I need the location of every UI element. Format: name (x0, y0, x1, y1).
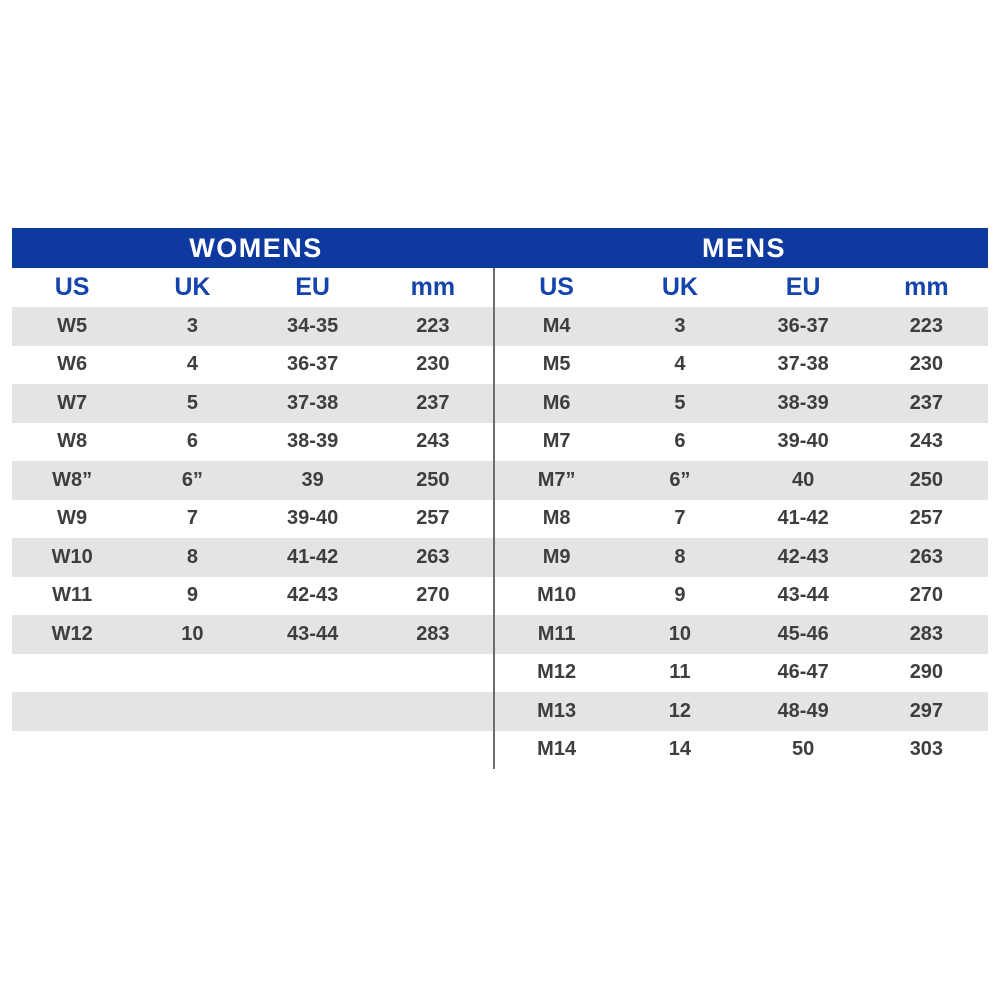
table-cell: M9 (542, 545, 571, 568)
table-cell: 43-44 (777, 584, 829, 607)
table-cell: 6” (669, 468, 691, 491)
table-cell: 5 (674, 391, 686, 414)
table-cell: 40 (792, 468, 815, 491)
tables-body (12, 268, 988, 769)
table-cell: M10 (537, 584, 577, 607)
table-cell: 8 (674, 545, 686, 568)
table-row (12, 577, 493, 616)
table-cell: W8 (57, 430, 88, 453)
table-cell: 257 (416, 507, 450, 530)
table-cell: M14 (537, 738, 577, 761)
table-cell: W7 (57, 391, 88, 414)
table-cell: 223 (416, 314, 450, 337)
table-row (12, 461, 493, 500)
table-cell: 7 (674, 507, 686, 530)
table-cell: 6 (186, 430, 198, 453)
size-chart (12, 228, 988, 769)
table-cell: 42-43 (777, 545, 829, 568)
table-cell: 9 (674, 584, 686, 607)
table-cell: 50 (792, 738, 815, 761)
table-row (12, 346, 493, 385)
table-cell: M7” (537, 468, 576, 491)
table-row (495, 500, 988, 539)
table-row (495, 346, 988, 385)
table-cell: W10 (51, 545, 93, 568)
table-row (495, 692, 988, 731)
table-cell: M13 (537, 699, 577, 722)
table-cell: 7 (186, 507, 198, 530)
table-row (495, 461, 988, 500)
table-cell: 43-44 (287, 622, 339, 645)
table-cell: 39 (301, 468, 324, 491)
table-cell: 270 (416, 584, 450, 607)
table-row (12, 538, 493, 577)
table-cell: 34-35 (287, 314, 339, 337)
table-row (12, 731, 493, 770)
table-cell: 6 (674, 430, 686, 453)
mens-section-title: MENS (701, 232, 786, 263)
column-header: UK (174, 273, 211, 301)
table-cell: 4 (186, 353, 198, 376)
table-cell: 36-37 (287, 353, 339, 376)
column-header-row (495, 268, 988, 307)
table-cell: 39-40 (777, 430, 829, 453)
table-cell: 283 (909, 622, 944, 645)
table-cell: 250 (909, 468, 944, 491)
table-cell: M7 (542, 430, 571, 453)
table-cell: 10 (668, 622, 691, 645)
table-cell: M5 (542, 353, 571, 376)
column-header: mm (410, 273, 456, 301)
table-row (495, 384, 988, 423)
table-cell: 297 (909, 699, 944, 722)
table-cell: 12 (668, 699, 691, 722)
table-cell: 283 (416, 622, 450, 645)
table-cell: M6 (542, 391, 571, 414)
table-cell: W6 (57, 353, 88, 376)
column-header: US (539, 273, 574, 301)
table-cell: 290 (909, 661, 944, 684)
table-cell: 48-49 (777, 699, 829, 722)
table-cell: 230 (909, 353, 944, 376)
table-cell: 41-42 (777, 507, 829, 530)
table-cell: W12 (51, 622, 93, 645)
table-row (495, 615, 988, 654)
table-cell: M4 (542, 314, 571, 337)
table-row (12, 307, 493, 346)
table-row (495, 654, 988, 693)
table-cell: 303 (909, 738, 944, 761)
table-cell: 5 (186, 391, 198, 414)
table-cell: 41-42 (287, 545, 339, 568)
table-cell: 38-39 (287, 430, 339, 453)
table-cell: 36-37 (777, 314, 829, 337)
table-cell: 37-38 (777, 353, 829, 376)
table-cell: 4 (674, 353, 686, 376)
table-row (495, 577, 988, 616)
table-cell: 9 (186, 584, 198, 607)
table-cell: 39-40 (287, 507, 339, 530)
table-cell: 263 (416, 545, 450, 568)
table-cell: 38-39 (777, 391, 829, 414)
table-cell: 14 (668, 738, 691, 761)
table-cell: 42-43 (287, 584, 339, 607)
table-cell: 230 (416, 353, 450, 376)
column-header: EU (295, 273, 330, 301)
table-row (495, 538, 988, 577)
table-cell: 45-46 (777, 622, 829, 645)
table-cell: M11 (537, 622, 576, 645)
table-cell: 6” (181, 468, 203, 491)
table-row (12, 692, 493, 731)
table-row (12, 500, 493, 539)
table-cell: 46-47 (777, 661, 829, 684)
table-row (495, 731, 988, 770)
table-cell: 270 (909, 584, 944, 607)
column-header-row (12, 268, 493, 307)
table-cell: 3 (674, 314, 686, 337)
table-cell: W5 (57, 314, 88, 337)
table-cell: M12 (537, 661, 577, 684)
table-row (12, 423, 493, 462)
table-cell: 223 (909, 314, 944, 337)
womens-section-title: WOMENS (189, 232, 323, 263)
womens-table (12, 268, 493, 769)
mens-table (495, 268, 988, 769)
table-cell: 37-38 (287, 391, 339, 414)
column-header: EU (785, 273, 821, 301)
chart-title-bar (12, 228, 988, 268)
column-header: mm (904, 273, 949, 301)
table-cell: M8 (542, 507, 571, 530)
table-row (495, 307, 988, 346)
table-cell: W8” (52, 468, 93, 491)
table-cell: 8 (186, 545, 198, 568)
table-cell: W9 (57, 507, 88, 530)
table-cell: 263 (909, 545, 944, 568)
table-row (12, 615, 493, 654)
table-cell: 11 (669, 661, 691, 684)
table-cell: 243 (909, 430, 944, 453)
table-cell: 250 (416, 468, 450, 491)
table-cell: 10 (181, 622, 204, 645)
table-row (495, 423, 988, 462)
table-cell: W11 (52, 584, 93, 607)
table-row (12, 654, 493, 693)
table-row (12, 384, 493, 423)
table-cell: 237 (909, 391, 944, 414)
column-header: UK (661, 273, 698, 301)
table-cell: 257 (909, 507, 944, 530)
table-cell: 237 (416, 391, 450, 414)
table-cell: 3 (186, 314, 198, 337)
column-header: US (54, 273, 90, 301)
table-cell: 243 (416, 430, 450, 453)
